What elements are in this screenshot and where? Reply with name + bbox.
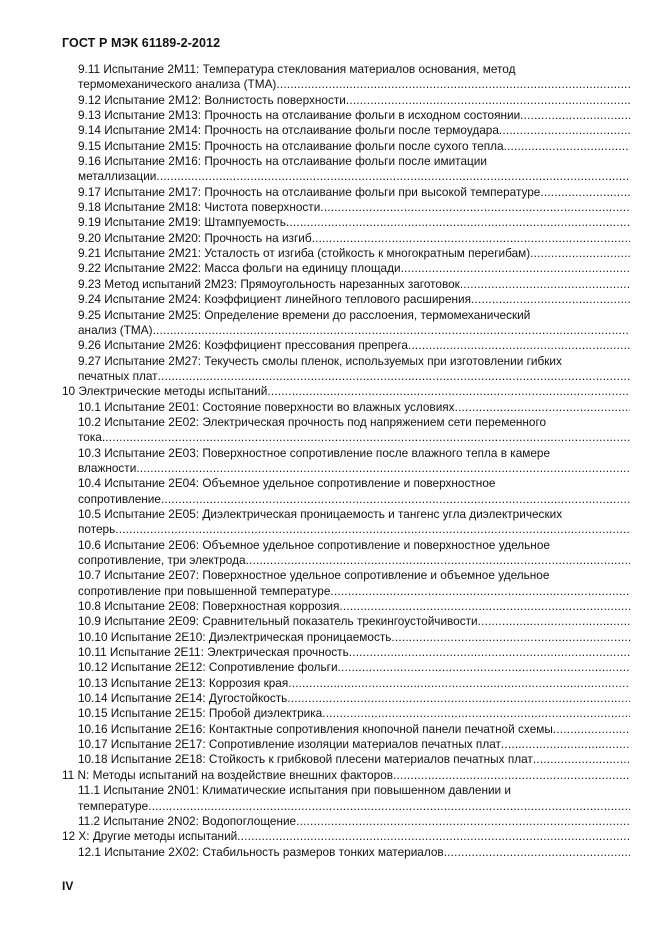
toc-entry[interactable] — [62, 630, 630, 645]
dot-leader — [533, 752, 630, 767]
dot-leader — [339, 599, 630, 614]
toc-entry-text: термомеханического анализа (ТМА) — [78, 77, 277, 92]
dot-leader — [115, 522, 630, 537]
dot-leader — [460, 277, 630, 292]
dot-leader — [276, 77, 630, 92]
toc-entry[interactable] — [62, 93, 630, 108]
toc-entry[interactable] — [62, 261, 630, 276]
toc-entry-text: 10.12 Испытание 2Е12: Сопротивление фольги — [78, 660, 338, 675]
dot-leader — [287, 691, 630, 706]
dot-leader — [237, 829, 630, 844]
toc-entry-text: 10.2 Испытание 2Е02: Электрическая прочность под напряжением сети переменного — [78, 414, 547, 429]
toc-entry[interactable] — [62, 231, 630, 246]
toc-entry-text: 9.16 Испытание 2М16: Прочность на отслаивание фольги после имитации — [78, 154, 487, 169]
dot-leader — [320, 200, 630, 215]
toc-entry[interactable] — [62, 507, 630, 538]
toc-entry[interactable] — [62, 706, 630, 721]
toc-entry-text: 10.15 Испытание 2Е15: Пробой диэлектрика — [78, 706, 323, 721]
toc-entry[interactable] — [62, 737, 630, 752]
toc-entry[interactable] — [62, 154, 630, 185]
toc-entry-text: 10.9 Испытание 2Е09: Сравнительный показатель трекингоустойчивости — [78, 614, 478, 629]
dot-leader — [455, 400, 630, 415]
dot-leader — [471, 292, 630, 307]
toc-entry-text: 9.17 Испытание 2М17: Прочность на отслаивание фольги при высокой температуре — [78, 184, 541, 199]
toc-entry[interactable] — [62, 814, 630, 829]
toc-entry-text: 10.16 Испытание 2Е16: Контактные сопротивления кнопочной панели печатной схемы — [78, 721, 553, 736]
dot-leader — [540, 185, 630, 200]
dot-leader — [102, 430, 630, 445]
toc-entry-text: сопротивление, три электрода — [78, 553, 246, 567]
toc-entry-text: 10.6 Испытание 2Е06: Объемное удельное сопротивление и поверхностное удельное — [78, 537, 550, 552]
toc-entry-text: 9.24 Испытание 2М24: Коэффициент линейного теплового расширения — [78, 292, 472, 307]
toc-entry[interactable] — [62, 246, 630, 261]
dot-leader — [499, 123, 630, 138]
toc-entry[interactable] — [62, 614, 630, 629]
dot-leader — [338, 660, 630, 675]
toc-entry[interactable] — [62, 660, 630, 675]
toc-entry-text: 9.26 Испытание 2М26: Коэффициент прессования препрега — [78, 338, 408, 353]
dot-leader — [330, 584, 630, 599]
toc-entry[interactable] — [62, 599, 630, 614]
toc-entry-text: 10.8 Испытание 2Е08: Поверхностная коррозия — [78, 599, 340, 614]
dot-leader — [246, 553, 630, 568]
toc-entry-text: потерь — [78, 522, 116, 537]
toc-entry[interactable] — [62, 277, 630, 292]
toc-entry[interactable] — [62, 783, 630, 814]
toc-entry-text: 9.12 Испытание 2М12: Волнистость поверхности — [78, 92, 346, 107]
dot-leader — [148, 799, 630, 814]
dot-leader — [504, 139, 630, 154]
dot-leader — [296, 814, 630, 829]
toc-entry[interactable] — [62, 384, 630, 399]
toc-entry[interactable] — [62, 446, 630, 477]
toc-entry-text: 9.23 Метод испытаний 2М23: Прямоугольность нарезанных заготовок — [78, 276, 460, 291]
dot-leader — [153, 323, 630, 338]
toc-entry[interactable] — [62, 139, 630, 154]
dot-leader — [136, 461, 630, 476]
dot-leader — [530, 246, 630, 261]
toc-entry-text: 11 N: Методы испытаний на воздействие внешних факторов — [62, 767, 394, 782]
toc-entry-text: печатных плат — [78, 368, 158, 383]
dot-leader — [288, 676, 630, 691]
dot-leader — [286, 215, 630, 230]
dot-leader — [401, 261, 630, 276]
toc-entry-text: влажности — [78, 460, 137, 475]
toc-entry-text: 10.4 Испытание 2Е04: Объемное удельное сопротивление и поверхностное — [78, 476, 496, 491]
toc-entry-text: 10.7 Испытание 2Е07: Поверхностное удельное сопротивление и объемное удельное — [78, 568, 550, 583]
toc-entry-text: металлизации — [78, 169, 157, 184]
toc-entry-text: 10.11 Испытание 2Е11: Электрическая прочность — [78, 645, 349, 660]
table-of-contents — [62, 62, 630, 860]
dot-leader — [156, 169, 630, 184]
toc-entry-text: 9.13 Испытание 2М13: Прочность на отслаивание фольги в исходном состоянии — [78, 108, 521, 123]
toc-entry[interactable] — [62, 676, 630, 691]
dot-leader — [391, 630, 630, 645]
toc-entry-text: тока — [78, 430, 102, 445]
dot-leader — [346, 93, 630, 108]
toc-entry-text: 11.2 Испытание 2N02: Водопоглощение — [78, 813, 297, 828]
toc-entry[interactable] — [62, 123, 630, 138]
toc-entry[interactable] — [62, 308, 630, 339]
toc-entry[interactable] — [62, 200, 630, 215]
toc-entry-text: 9.22 Испытание 2М22: Масса фольги на единицу площади — [78, 261, 401, 276]
toc-entry-text: 9.27 Испытание 2М27: Текучесть смолы пленок, используемых при изготовлении гибких — [78, 353, 562, 368]
toc-entry[interactable] — [62, 338, 630, 353]
toc-entry-text: 9.21 Испытание 2М21: Усталость от изгиба (стойкость к многократным перегибам) — [78, 246, 531, 261]
toc-entry[interactable] — [62, 768, 630, 783]
toc-entry-text: температуре — [78, 798, 149, 813]
toc-entry[interactable] — [62, 400, 630, 415]
toc-entry[interactable] — [62, 752, 630, 767]
toc-entry[interactable] — [62, 62, 630, 93]
toc-entry-text: 10 Электрические методы испытаний — [62, 384, 268, 399]
page-number: IV — [62, 879, 74, 893]
toc-entry[interactable] — [62, 845, 630, 860]
toc-entry-text: анализ (ТМА) — [78, 322, 153, 337]
toc-entry[interactable] — [62, 108, 630, 123]
dot-leader — [161, 492, 630, 507]
toc-entry[interactable] — [62, 691, 630, 706]
dot-leader — [267, 384, 630, 399]
toc-entry-text: 12 X: Другие методы испытаний — [62, 829, 238, 844]
toc-entry-text: сопротивление — [78, 491, 161, 506]
toc-entry[interactable] — [62, 354, 630, 385]
toc-entry-text: 9.18 Испытание 2М18: Чистота поверхности — [78, 200, 321, 215]
toc-entry[interactable] — [62, 415, 630, 446]
dot-leader — [349, 645, 630, 660]
toc-entry-text: 9.15 Испытание 2М15: Прочность на отслаивание фольги после сухого тепла — [78, 138, 504, 153]
dot-leader — [444, 845, 630, 860]
toc-entry[interactable] — [62, 215, 630, 230]
toc-entry-text: 10.18 Испытание 2Е18: Стойкость к грибковой плесени материалов печатных плат — [78, 752, 533, 767]
toc-entry-text: 12.1 Испытание 2Х02: Стабильность размеров тонких материалов — [78, 844, 444, 859]
toc-entry[interactable] — [62, 476, 630, 507]
dot-leader — [520, 108, 630, 123]
toc-entry[interactable] — [62, 568, 630, 599]
toc-entry-text: 9.19 Испытание 2М19: Штампуемость — [78, 215, 286, 230]
toc-entry-text: 9.14 Испытание 2М14: Прочность на отслаивание фольги после термоудара — [78, 123, 499, 138]
toc-entry[interactable] — [62, 292, 630, 307]
toc-entry-text: 10.5 Испытание 2Е05: Диэлектрическая проницаемость и тангенс угла диэлектрических — [78, 506, 563, 521]
toc-entry[interactable] — [62, 645, 630, 660]
toc-entry-text: 9.20 Испытание 2М20: Прочность на изгиб — [78, 230, 312, 245]
dot-leader — [158, 369, 630, 384]
toc-entry-text: 10.3 Испытание 2Е03: Поверхностное сопротивление после влажного тепла в камере — [78, 445, 551, 460]
toc-entry[interactable] — [62, 538, 630, 569]
dot-leader — [553, 722, 630, 737]
toc-entry-text: 10.13 Испытание 2Е13: Коррозия края — [78, 675, 289, 690]
dot-leader — [478, 614, 630, 629]
toc-entry-text: 10.14 Испытание 2Е14: Дугостойкость — [78, 691, 288, 706]
toc-entry-text: 11.1 Испытание 2N01: Климатические испытания при повышенном давлении и — [78, 783, 511, 798]
toc-entry-text: 10.17 Испытание 2Е17: Сопротивление изоляции материалов печатных плат — [78, 737, 501, 752]
toc-entry-text: сопротивление при повышенной температуре — [78, 583, 331, 598]
dot-leader — [312, 231, 630, 246]
dot-leader — [322, 706, 630, 721]
dot-leader — [393, 768, 630, 783]
dot-leader — [408, 338, 630, 353]
toc-entry[interactable] — [62, 722, 630, 737]
toc-entry[interactable] — [62, 829, 630, 844]
toc-entry-text: 9.11 Испытание 2М11: Температура стеклования материалов основания, метод — [78, 62, 516, 76]
toc-entry-text: 9.25 Испытание 2М25: Определение времени до расслоения, термомеханический — [78, 307, 531, 322]
toc-entry-text: 10.10 Испытание 2Е10: Диэлектрическая проницаемость — [78, 629, 392, 644]
toc-entry[interactable] — [62, 185, 630, 200]
toc-entry-text: 10.1 Испытание 2Е01: Состояние поверхности во влажных условиях — [78, 399, 455, 414]
document-header: ГОСТ Р МЭК 61189-2-2012 — [62, 36, 221, 50]
dot-leader — [501, 737, 630, 752]
